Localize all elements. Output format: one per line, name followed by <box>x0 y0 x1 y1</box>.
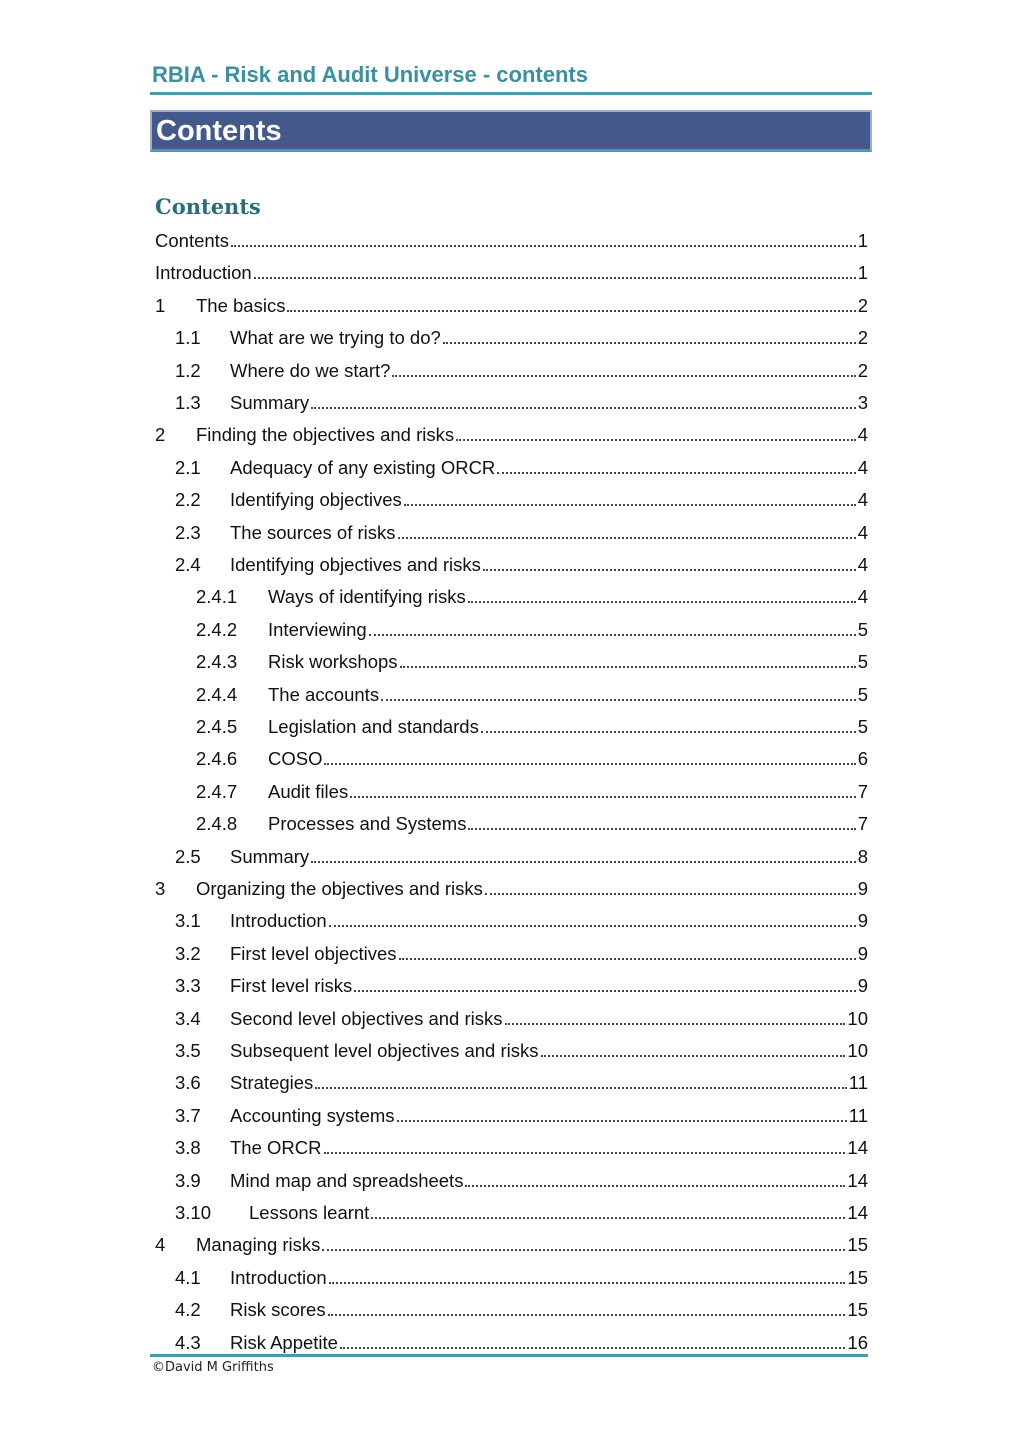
toc-entry-number: 2.4 <box>175 554 201 575</box>
dot-leader <box>399 958 856 960</box>
footer-rule <box>150 1354 868 1357</box>
dot-leader <box>465 1185 845 1187</box>
toc-heading: Contents <box>155 194 261 219</box>
toc-entry[interactable] <box>196 710 868 738</box>
toc-entry-number: 4.1 <box>175 1266 201 1288</box>
dot-leader <box>541 1055 846 1057</box>
toc-entry[interactable] <box>175 1326 868 1354</box>
toc-entry[interactable] <box>175 451 868 479</box>
toc-entry-page-number: 9 <box>857 942 868 964</box>
toc-entry-title: Accounting systems <box>230 1104 395 1126</box>
toc-entry-number: 1.1 <box>175 327 201 349</box>
toc-entry[interactable] <box>175 840 868 868</box>
dot-leader <box>397 1120 847 1122</box>
toc-entry[interactable] <box>175 1196 868 1224</box>
toc-entry-title: The sources of risks <box>230 521 396 543</box>
dot-leader <box>485 893 856 895</box>
toc-entry-title: Summary <box>230 392 310 413</box>
dot-leader <box>354 990 855 992</box>
toc-entry-title: First level objectives <box>230 942 397 964</box>
toc-entry-number: 2.4.8 <box>196 813 238 835</box>
toc-entry-number: 2.4.3 <box>196 651 238 673</box>
toc-entry-number: 2.4.4 <box>196 683 238 705</box>
toc-entry-title: The basics <box>196 294 286 316</box>
toc-entry-page-number: 4 <box>857 424 868 446</box>
toc-entry-number: 2 <box>155 424 166 446</box>
toc-entry-page-number: 11 <box>848 1104 868 1126</box>
toc-entry-title: Identifying objectives and risks <box>230 554 481 575</box>
toc-entry-number: 3.8 <box>175 1137 201 1159</box>
toc-entry[interactable] <box>175 969 868 997</box>
toc-entry-title: Second level objectives and risks <box>230 1007 503 1029</box>
toc-entry[interactable] <box>175 1002 868 1030</box>
toc-entry[interactable] <box>155 1228 868 1256</box>
toc-entry-title: Mind map and spreadsheets <box>230 1169 464 1191</box>
toc-entry-number: 3.7 <box>175 1104 201 1126</box>
dot-leader <box>324 1152 846 1154</box>
toc-entry-number: 3.10 <box>175 1202 212 1223</box>
toc-entry[interactable] <box>175 548 868 576</box>
toc-entry-page-number: 9 <box>857 975 868 997</box>
dot-leader <box>392 375 855 377</box>
toc-entry-title: Interviewing <box>268 618 367 640</box>
dot-leader <box>315 1087 846 1089</box>
dot-leader <box>254 277 856 279</box>
toc-entry-title: Summary <box>230 845 310 867</box>
toc-entry[interactable] <box>175 1293 868 1321</box>
toc-entry-number: 3.4 <box>175 1007 201 1029</box>
dot-leader <box>456 439 856 441</box>
toc-entry-title: Organizing the objectives and risks <box>196 878 483 899</box>
toc-entry-page-number: 4 <box>857 489 868 511</box>
toc-entry-title: Introduction <box>230 1266 327 1288</box>
toc-entry-page-number: 14 <box>847 1137 868 1159</box>
dot-leader <box>311 861 856 863</box>
toc-entry-page-number: 7 <box>857 813 868 835</box>
dot-leader <box>369 634 856 636</box>
toc-entry-number: 2.4.6 <box>196 748 238 770</box>
toc-entry-page-number: 3 <box>857 392 868 413</box>
toc-entry-title: Subsequent level objectives and risks <box>230 1040 539 1061</box>
toc-entry-title: Ways of identifying risks <box>268 586 466 608</box>
toc-entry[interactable] <box>175 1034 868 1062</box>
dot-leader <box>324 763 855 765</box>
toc-entry-page-number: 10 <box>847 1040 868 1061</box>
toc-entry-number: 3.2 <box>175 942 201 964</box>
toc-entry-page-number: 16 <box>847 1331 868 1353</box>
dot-leader <box>311 407 856 409</box>
toc-entry[interactable] <box>155 289 868 317</box>
toc-entry-title: COSO <box>268 748 323 770</box>
toc-entry-number: 4 <box>155 1234 166 1256</box>
toc-entry-page-number: 1 <box>857 230 868 251</box>
toc-entry[interactable] <box>175 354 868 382</box>
toc-entry-page-number: 11 <box>848 1072 868 1094</box>
toc-entry[interactable] <box>175 1131 868 1159</box>
toc-entry-page-number: 5 <box>857 651 868 673</box>
toc-entry-number: 3 <box>155 878 166 899</box>
dot-leader <box>329 925 856 927</box>
dot-leader <box>483 569 856 571</box>
dot-leader <box>328 1314 846 1316</box>
banner-title: Contents <box>156 115 282 147</box>
toc-entry-title: Legislation and standards <box>268 716 479 737</box>
toc-entry[interactable] <box>175 483 868 511</box>
dot-leader <box>329 1282 846 1284</box>
toc-entry-page-number: 1 <box>857 262 868 284</box>
toc-entry[interactable] <box>196 580 868 608</box>
toc-entry-number: 2.4.5 <box>196 716 238 737</box>
toc-entry-number: 2.5 <box>175 845 201 867</box>
toc-entry[interactable] <box>175 321 868 349</box>
toc-entry-title: The accounts <box>268 683 380 705</box>
toc-entry[interactable] <box>196 613 868 641</box>
toc-entry[interactable] <box>196 678 868 706</box>
toc-entry-title: Audit files <box>268 780 349 802</box>
dot-leader <box>497 472 855 474</box>
toc-entry[interactable] <box>155 418 868 446</box>
toc-entry-title: First level risks <box>230 975 353 997</box>
toc-entry-title: Finding the objectives and risks <box>196 424 455 446</box>
toc-entry[interactable] <box>175 1261 868 1289</box>
toc-entry-title: Risk Appetite <box>230 1331 338 1353</box>
toc-entry-page-number: 14 <box>847 1202 868 1223</box>
running-header: RBIA - Risk and Audit Universe - contents <box>152 62 588 87</box>
dot-leader <box>231 245 856 247</box>
toc-entry-number: 3.6 <box>175 1072 201 1094</box>
toc-entry-page-number: 9 <box>857 910 868 932</box>
toc-entry-number: 2.4.2 <box>196 618 238 640</box>
toc-entry-page-number: 4 <box>857 521 868 543</box>
dot-leader <box>398 537 856 539</box>
toc-entry-page-number: 4 <box>857 456 868 478</box>
toc-entry[interactable] <box>175 386 868 414</box>
toc-entry-title: Strategies <box>230 1072 314 1094</box>
toc-entry[interactable] <box>155 872 868 900</box>
toc-entry-page-number: 2 <box>857 327 868 349</box>
toc-entry-number: 4.2 <box>175 1299 201 1321</box>
toc-entry-page-number: 2 <box>857 359 868 381</box>
dot-leader <box>404 504 856 506</box>
toc-entry-title: Processes and Systems <box>268 813 467 835</box>
toc-entry-title: Where do we start? <box>230 359 391 381</box>
dot-leader <box>381 699 856 701</box>
toc-entry-number: 1 <box>155 294 166 316</box>
toc-entry-number: 3.1 <box>175 910 201 932</box>
dot-leader <box>322 1249 845 1251</box>
toc-entry-title: Risk scores <box>230 1299 326 1321</box>
toc-entry-number: 3.9 <box>175 1169 201 1191</box>
toc-entry-page-number: 10 <box>847 1007 868 1029</box>
dot-leader <box>371 1217 845 1219</box>
header-rule <box>150 92 872 95</box>
toc-entry-page-number: 2 <box>857 294 868 316</box>
toc-entry-number: 2.3 <box>175 521 201 543</box>
toc-entry[interactable] <box>196 742 868 770</box>
toc-entry-number: 1.3 <box>175 392 201 413</box>
toc-entry-title: Adequacy of any existing ORCR <box>230 456 496 478</box>
toc-entry[interactable] <box>196 775 868 803</box>
toc-entry[interactable] <box>196 807 868 835</box>
toc-entry-title: Identifying objectives <box>230 489 402 511</box>
dot-leader <box>350 796 855 798</box>
dot-leader <box>468 601 856 603</box>
toc-entry-page-number: 15 <box>847 1234 868 1256</box>
toc-entry[interactable] <box>155 224 868 252</box>
toc-entry-page-number: 5 <box>857 618 868 640</box>
toc-entry-page-number: 5 <box>857 683 868 705</box>
toc-entry-number: 2.4.1 <box>196 586 238 608</box>
toc-entry[interactable] <box>155 256 868 284</box>
toc-entry-page-number: 7 <box>857 780 868 802</box>
toc-entry-page-number: 9 <box>857 878 868 899</box>
toc-entry[interactable] <box>175 1164 868 1192</box>
footer-copyright: ©David M Griffiths <box>152 1360 274 1375</box>
toc-entry[interactable] <box>175 937 868 965</box>
toc-entry-title: Introduction <box>155 262 252 284</box>
toc-entry-number: 2.1 <box>175 456 201 478</box>
toc-entry-title: What are we trying to do? <box>230 327 441 349</box>
toc-entry-title: Risk workshops <box>268 651 398 673</box>
toc-entry[interactable] <box>175 904 868 932</box>
toc-entry-page-number: 15 <box>847 1266 868 1288</box>
toc-entry-title: Introduction <box>230 910 327 932</box>
dot-leader <box>505 1023 846 1025</box>
toc-entry[interactable] <box>175 1099 868 1127</box>
toc-entry-page-number: 8 <box>857 845 868 867</box>
dot-leader <box>340 1347 845 1349</box>
dot-leader <box>468 828 855 830</box>
toc-entry[interactable] <box>175 516 868 544</box>
dot-leader <box>481 731 856 733</box>
contents-banner <box>150 110 872 152</box>
toc-entry-title: The ORCR <box>230 1137 322 1159</box>
dot-leader <box>287 310 855 312</box>
toc-entry-number: 2.4.7 <box>196 780 238 802</box>
toc-entry-page-number: 6 <box>857 748 868 770</box>
toc-entry-number: 1.2 <box>175 359 201 381</box>
toc-entry-number: 3.5 <box>175 1040 201 1061</box>
toc-entry[interactable] <box>175 1066 868 1094</box>
dot-leader <box>400 666 856 668</box>
toc-entry-number: 3.3 <box>175 975 201 997</box>
toc-entry-page-number: 5 <box>857 716 868 737</box>
toc-entry-title: Contents <box>155 230 230 251</box>
toc-entry-number: 4.3 <box>175 1331 201 1353</box>
toc-entry-title: Managing risks <box>196 1234 321 1256</box>
toc-entry-number: 2.2 <box>175 489 201 511</box>
dot-leader <box>443 342 856 344</box>
toc-entry-page-number: 4 <box>857 586 868 608</box>
toc-entry-page-number: 15 <box>847 1299 868 1321</box>
toc-entry[interactable] <box>196 645 868 673</box>
toc-entry-page-number: 4 <box>857 554 868 575</box>
toc-entry-title: Lessons learnt <box>249 1202 370 1223</box>
toc-entry-page-number: 14 <box>847 1169 868 1191</box>
